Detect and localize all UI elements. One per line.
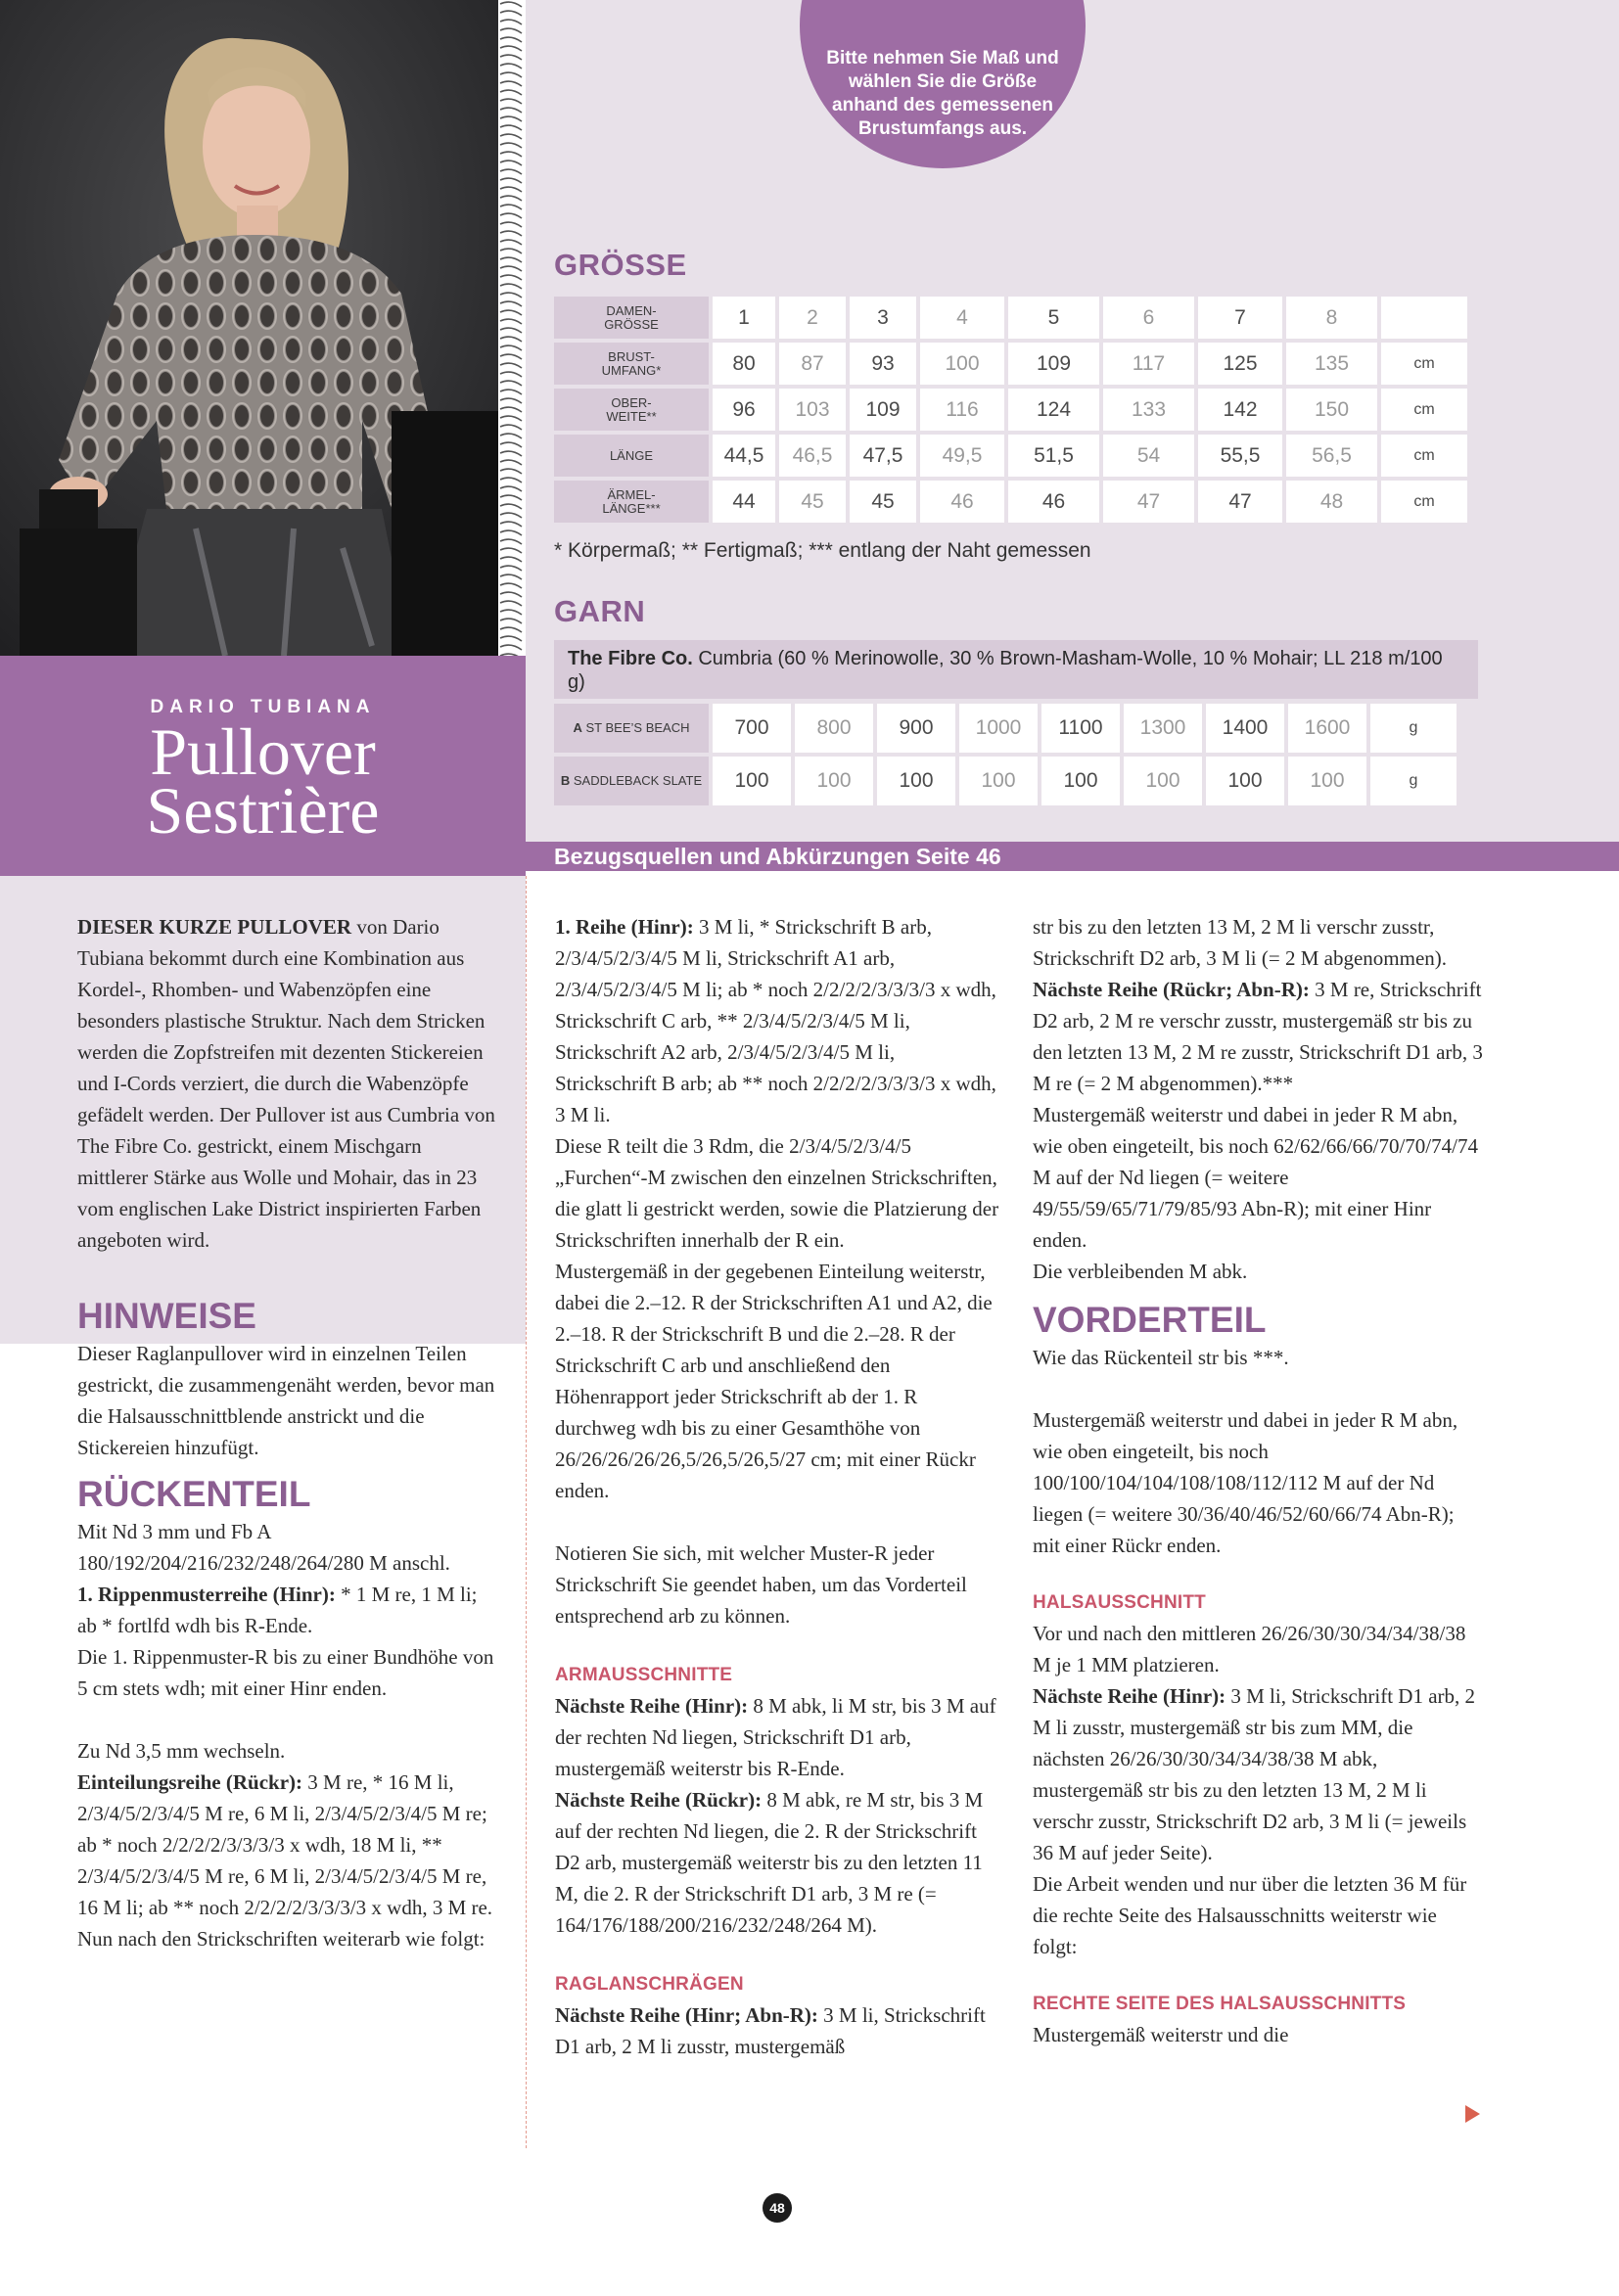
size-value: 117 — [1103, 343, 1194, 385]
size-row — [554, 343, 1467, 385]
col3-p2: Mustergemäß weiterstr und dabei in jeder R M abn, wie oben eingeteilt, bis noch 62/62/66/66/70/70/74/74 M auf der Nd liegen (= weitere 49/55/59/65/71/79/85/93 Abn-R); mit einer Hinr enden. — [1033, 1103, 1478, 1252]
size-value: 100 — [920, 343, 1004, 385]
size-value: 54 — [1103, 435, 1194, 477]
size-table — [550, 293, 1471, 527]
measure-note-text: Bitte nehmen Sie Maß und wählen Sie die Größe anhand des gemessenen Brustumfangs aus. — [826, 48, 1059, 139]
page-number: 48 — [763, 2193, 792, 2223]
size-value: 124 — [1008, 389, 1099, 431]
size-value: 47 — [1103, 481, 1194, 523]
yarn-amount: 100 — [1124, 757, 1202, 805]
dashed-divider — [526, 876, 527, 2148]
size-value: 142 — [1198, 389, 1282, 431]
yarn-amount: 900 — [877, 704, 955, 753]
size-value: 49,5 — [920, 435, 1004, 477]
designer-name: DARIO TUBIANA — [150, 697, 376, 717]
col2-p1: Diese R teilt die 3 Rdm, die 2/3/4/5/2/3/4/5 „Furchen“-M zwischen den einzelnen Strickschriften, die glatt li gestrickt werden, sowie die Platzierung der Strickschriften innerhalb der R ein. — [555, 1134, 999, 1252]
size-row-label: OBER- WEITE** — [554, 389, 709, 431]
row-text: 3 M re, Strickschrift D2 arb, 2 M re verschr zusstr, mustergemäß str bis zu den letzten 13 M, 2 M re zusstr, Strickschrift D1 arb, 3 M re (= 2 M abgenommen).*** — [1033, 978, 1483, 1095]
size-value: 55,5 — [1198, 435, 1282, 477]
halsausschnitt-heading: HALSAUSSCHNITT — [1033, 1592, 1206, 1613]
size-value: 125 — [1198, 343, 1282, 385]
title-banner — [0, 656, 526, 876]
row-label: Nächste Reihe (Rückr; Abn-R): — [1033, 978, 1310, 1001]
row-text: 3 M li, * Strickschrift B arb, 2/3/4/5/2/3/4/5 M li, Strickschrift A1 arb, 2/3/4/5/2/3/4/5 M li; ab * noch 2/2/2/2/3/3/3/3 x wdh, Strickschrift C arb, ** 2/3/4/5/2/3/4/5 M li, Strickschrift A2 arb, 2/3/4/5/2/3/4/5 M li, Strickschrift B arb; ab ** noch 2/2/2/2/3/3/3/3 x wdh, 3 M li. — [555, 915, 996, 1126]
size-unit: cm — [1381, 389, 1467, 431]
row-label: Nächste Reihe (Hinr): — [1033, 1684, 1226, 1708]
size-value: 47,5 — [850, 435, 916, 477]
col3-row — [1033, 974, 1485, 1099]
rueckenteil-row2 — [77, 1767, 496, 1923]
size-row — [554, 297, 1467, 339]
size-value: 109 — [1008, 343, 1099, 385]
row-text: 8 M abk, re M str, bis 3 M auf der rechten Nd liegen, die 2. R der Strickschrift D2 arb, mustergemäß weiterstr bis zu den letzten 11 M, die 2. R der Strickschrift D1 arb, 3 M re (= 164/176/188/200/216/232/248/264 M). — [555, 1788, 984, 1937]
row-label: 1. Rippenmusterreihe (Hinr): — [77, 1583, 336, 1606]
yarn-color-key: B — [560, 773, 571, 788]
size-value: 2 — [779, 297, 846, 339]
row-label: 1. Reihe (Hinr): — [555, 915, 694, 939]
column-1 — [77, 911, 496, 1954]
size-value: 8 — [1286, 297, 1377, 339]
yarn-amount: 1600 — [1288, 704, 1366, 753]
hinweise-text: Dieser Raglanpullover wird in einzelnen Teilen gestrickt, die zusammengenäht werden, bevor man die Halsausschnittblende anstrickt und die Stickereien hinzufügt. — [77, 1342, 495, 1459]
size-value: 45 — [850, 481, 916, 523]
row-text: 3 M re, * 16 M li, 2/3/4/5/2/3/4/5 M re, 6 M li, 2/3/4/5/2/3/4/5 M re; ab * noch 2/2/2/2/3/3/3/3 x wdh, 18 M li, ** 2/3/4/5/2/3/4/5 M re, 6 M li, 2/3/4/5/2/3/4/5 M re, 16 M li; ab ** noch 2/2/2/2/3/3/3/3 x wdh, 3 M re. — [77, 1770, 493, 1919]
yarn-unit: g — [1370, 704, 1457, 753]
size-value: 45 — [779, 481, 846, 523]
yarn-amount: 100 — [877, 757, 955, 805]
size-value: 96 — [713, 389, 775, 431]
size-value: 7 — [1198, 297, 1282, 339]
intro-lead: DIESER KURZE PULLOVER — [77, 915, 352, 939]
size-value: 103 — [779, 389, 846, 431]
size-value: 80 — [713, 343, 775, 385]
yarn-amount: 800 — [795, 704, 873, 753]
rueckenteil-p3: Zu Nd 3,5 mm wechseln. — [77, 1739, 286, 1763]
rueckenteil-row1 — [77, 1579, 496, 1641]
yarn-amount: 100 — [1041, 757, 1120, 805]
rueckenteil-p4: Nun nach den Strickschriften weiterarb wie folgt: — [77, 1927, 486, 1951]
rechte-seite-heading: RECHTE SEITE DES HALSAUSSCHNITTS — [1033, 1994, 1407, 2014]
col3-p3: Die verbleibenden M abk. — [1033, 1260, 1248, 1283]
size-value: 135 — [1286, 343, 1377, 385]
col3-p5: Mustergemäß weiterstr und dabei in jeder R M abn, wie oben eingeteilt, bis noch 100/100/104/104/108/108/112/112 M auf der Nd liegen (= weitere 30/36/40/46/52/60/66/74 Abn-R); mit einer Rückr enden. — [1033, 1408, 1458, 1557]
yarn-heading: GARN — [554, 594, 646, 628]
yarn-amount: 1000 — [959, 704, 1038, 753]
yarn-table — [550, 700, 1460, 809]
size-unit — [1381, 297, 1467, 339]
column-3 — [1033, 911, 1485, 2050]
size-value: 48 — [1286, 481, 1377, 523]
size-row-label: ÄRMEL- LÄNGE*** — [554, 481, 709, 523]
size-value: 56,5 — [1286, 435, 1377, 477]
size-unit: cm — [1381, 343, 1467, 385]
vorderteil-heading: VORDERTEIL — [1033, 1300, 1267, 1340]
col2-armaus-row1 — [555, 1690, 1000, 1784]
row-label: Nächste Reihe (Hinr; Abn-R): — [555, 2003, 818, 2027]
hinweise-heading: HINWEISE — [77, 1296, 256, 1336]
yarn-amount: 100 — [713, 757, 791, 805]
yarn-color-name: ST BEE’S BEACH — [585, 720, 690, 735]
col3-hals-row — [1033, 1680, 1485, 1868]
col3-p4: Wie das Rückenteil str bis ***. — [1033, 1346, 1289, 1369]
yarn-brand: The Fibre Co. — [568, 648, 693, 669]
row-text: 3 M li, Strickschrift D1 arb, 2 M li zusstr, mustergemäß str bis zum MM, die nächsten 26/26/30/30/34/34/38/38 M abk, mustergemäß str bis zu den letzten 13 M, 2 M li verschr zusstr, Strickschrift D2 arb, 3 M li (= jeweils 36 M auf jeder Seite). — [1033, 1684, 1476, 1864]
row-label: Nächste Reihe (Hinr): — [555, 1694, 749, 1718]
row-text: 8 M abk, li M str, bis 3 M auf der rechten Nd liegen, Strickschrift D1 arb, mustergemäß weiterstr bis R-Ende. — [555, 1694, 996, 1780]
row-label: Nächste Reihe (Rückr): — [555, 1788, 763, 1812]
row-text: * 1 M re, 1 M li; ab * fortlfd wdh bis R-Ende. — [77, 1583, 478, 1637]
size-heading: GRÖSSE — [554, 248, 687, 282]
size-value: 4 — [920, 297, 1004, 339]
yarn-amount: 100 — [1206, 757, 1284, 805]
rueckenteil-p1: Mit Nd 3 mm und Fb A 180/192/204/216/232/248/264/280 M anschl. — [77, 1520, 450, 1575]
yarn-amount: 1100 — [1041, 704, 1120, 753]
column-2 — [555, 911, 1000, 2062]
size-value: 133 — [1103, 389, 1194, 431]
size-row-label: DAMEN- GRÖSSE — [554, 297, 709, 339]
yarn-amount: 700 — [713, 704, 791, 753]
yarn-amount: 1300 — [1124, 704, 1202, 753]
size-row-label: BRUST- UMFANG* — [554, 343, 709, 385]
armausschnitte-heading: ARMAUSSCHNITTE — [555, 1665, 733, 1685]
size-value: 93 — [850, 343, 916, 385]
row-label: Einteilungsreihe (Rückr): — [77, 1770, 303, 1794]
col2-p2: Mustergemäß in der gegebenen Einteilung weiterstr, dabei die 2.–12. R der Strickschriften A1 und A2, die 2.–18. R der Strickschrift B und die 2.–28. R der Strickschrift C arb und anschließend den Höhenrapport jeder Strickschrift ab der 1. R durchweg wdh bis zu einer Gesamthöhe von 26/26/26/26/26,5/26,5/26,5/27 cm; mit einer Rückr enden. — [555, 1260, 993, 1502]
title-line-1: Pullover — [150, 714, 376, 789]
size-value: 46 — [920, 481, 1004, 523]
col3-p8: Mustergemäß weiterstr und die — [1033, 2023, 1289, 2046]
size-row — [554, 435, 1467, 477]
col3-p6: Vor und nach den mittleren 26/26/30/30/34/34/38/38 M je 1 MM platzieren. — [1033, 1622, 1466, 1676]
size-value: 44,5 — [713, 435, 775, 477]
size-footnote: * Körpermaß; ** Fertigmaß; *** entlang der Naht gemessen — [554, 539, 1091, 562]
size-row — [554, 481, 1467, 523]
yarn-amount: 100 — [959, 757, 1038, 805]
size-value: 47 — [1198, 481, 1282, 523]
col2-armaus-row2 — [555, 1784, 1000, 1941]
col2-p3: Notieren Sie sich, mit welcher Muster-R jeder Strickschrift Sie geendet haben, um das Vorderteil entsprechend arb zu können. — [555, 1541, 967, 1628]
intro-paragraph — [77, 911, 496, 1256]
size-value: 46 — [1008, 481, 1099, 523]
raglan-heading: RAGLANSCHRÄGEN — [555, 1974, 744, 1995]
size-value: 150 — [1286, 389, 1377, 431]
rueckenteil-heading: RÜCKENTEIL — [77, 1474, 311, 1514]
yarn-row — [554, 757, 1457, 805]
continue-arrow-icon — [1465, 2105, 1480, 2123]
size-value: 87 — [779, 343, 846, 385]
size-value: 6 — [1103, 297, 1194, 339]
sources-text: Bezugsquellen und Abkürzungen Seite 46 — [554, 844, 1001, 869]
yarn-amount: 100 — [795, 757, 873, 805]
title-line-2: Sestrière — [146, 773, 380, 848]
intro-text: von Dario Tubiana bekommt durch eine Kombination aus Kordel-, Rhomben- und Wabenzöpfen eine besonders plastische Struktur. Nach dem Stricken werden die Zopfstreifen mit dezenten Stickereien und I-Cords verziert, die durch die Wabenzöpfe gefädelt werden. Der Pullover ist aus Cumbria von The Fibre Co. gestrickt, einem Mischgarn mittlerer Stärke aus Wolle und Mohair, das in 23 vom englischen Lake District inspirierten Farben angeboten wird. — [77, 915, 495, 1252]
size-unit: cm — [1381, 481, 1467, 523]
size-value: 3 — [850, 297, 916, 339]
size-row-label: LÄNGE — [554, 435, 709, 477]
size-unit: cm — [1381, 435, 1467, 477]
size-value: 116 — [920, 389, 1004, 431]
model-photo — [0, 0, 506, 656]
rueckenteil-p2: Die 1. Rippenmuster-R bis zu einer Bundhöhe von 5 cm stets wdh; mit einer Hinr enden. — [77, 1645, 494, 1700]
col3-p1: str bis zu den letzten 13 M, 2 M li verschr zusstr, Strickschrift D2 arb, 3 M li (= 2 M abgenommen). — [1033, 915, 1448, 970]
size-value: 109 — [850, 389, 916, 431]
size-row — [554, 389, 1467, 431]
yarn-amount: 100 — [1288, 757, 1366, 805]
size-value: 51,5 — [1008, 435, 1099, 477]
row-text: 3 M li, Strickschrift D1 arb, 2 M li zusstr, mustergemäß — [555, 2003, 986, 2058]
yarn-color-key: A — [573, 720, 582, 735]
yarn-unit: g — [1370, 757, 1457, 805]
col3-p7: Die Arbeit wenden und nur über die letzten 36 M für die rechte Seite des Halsausschnitts weiterstr wie folgt: — [1033, 1872, 1467, 1958]
yarn-amount: 1400 — [1206, 704, 1284, 753]
yarn-row — [554, 704, 1457, 753]
size-value: 1 — [713, 297, 775, 339]
size-value: 46,5 — [779, 435, 846, 477]
size-value: 5 — [1008, 297, 1099, 339]
yarn-description — [554, 640, 1478, 699]
yarn-color-label — [554, 704, 709, 753]
size-value: 44 — [713, 481, 775, 523]
yarn-details: Cumbria (60 % Merinowolle, 30 % Brown-Masham-Wolle, 10 % Mohair; LL 218 m/100 g) — [568, 648, 1443, 693]
col2-row1 — [555, 911, 1000, 1130]
yarn-color-name: SADDLEBACK SLATE — [573, 773, 703, 788]
yarn-color-label — [554, 757, 709, 805]
col2-raglan-row — [555, 1999, 1000, 2062]
